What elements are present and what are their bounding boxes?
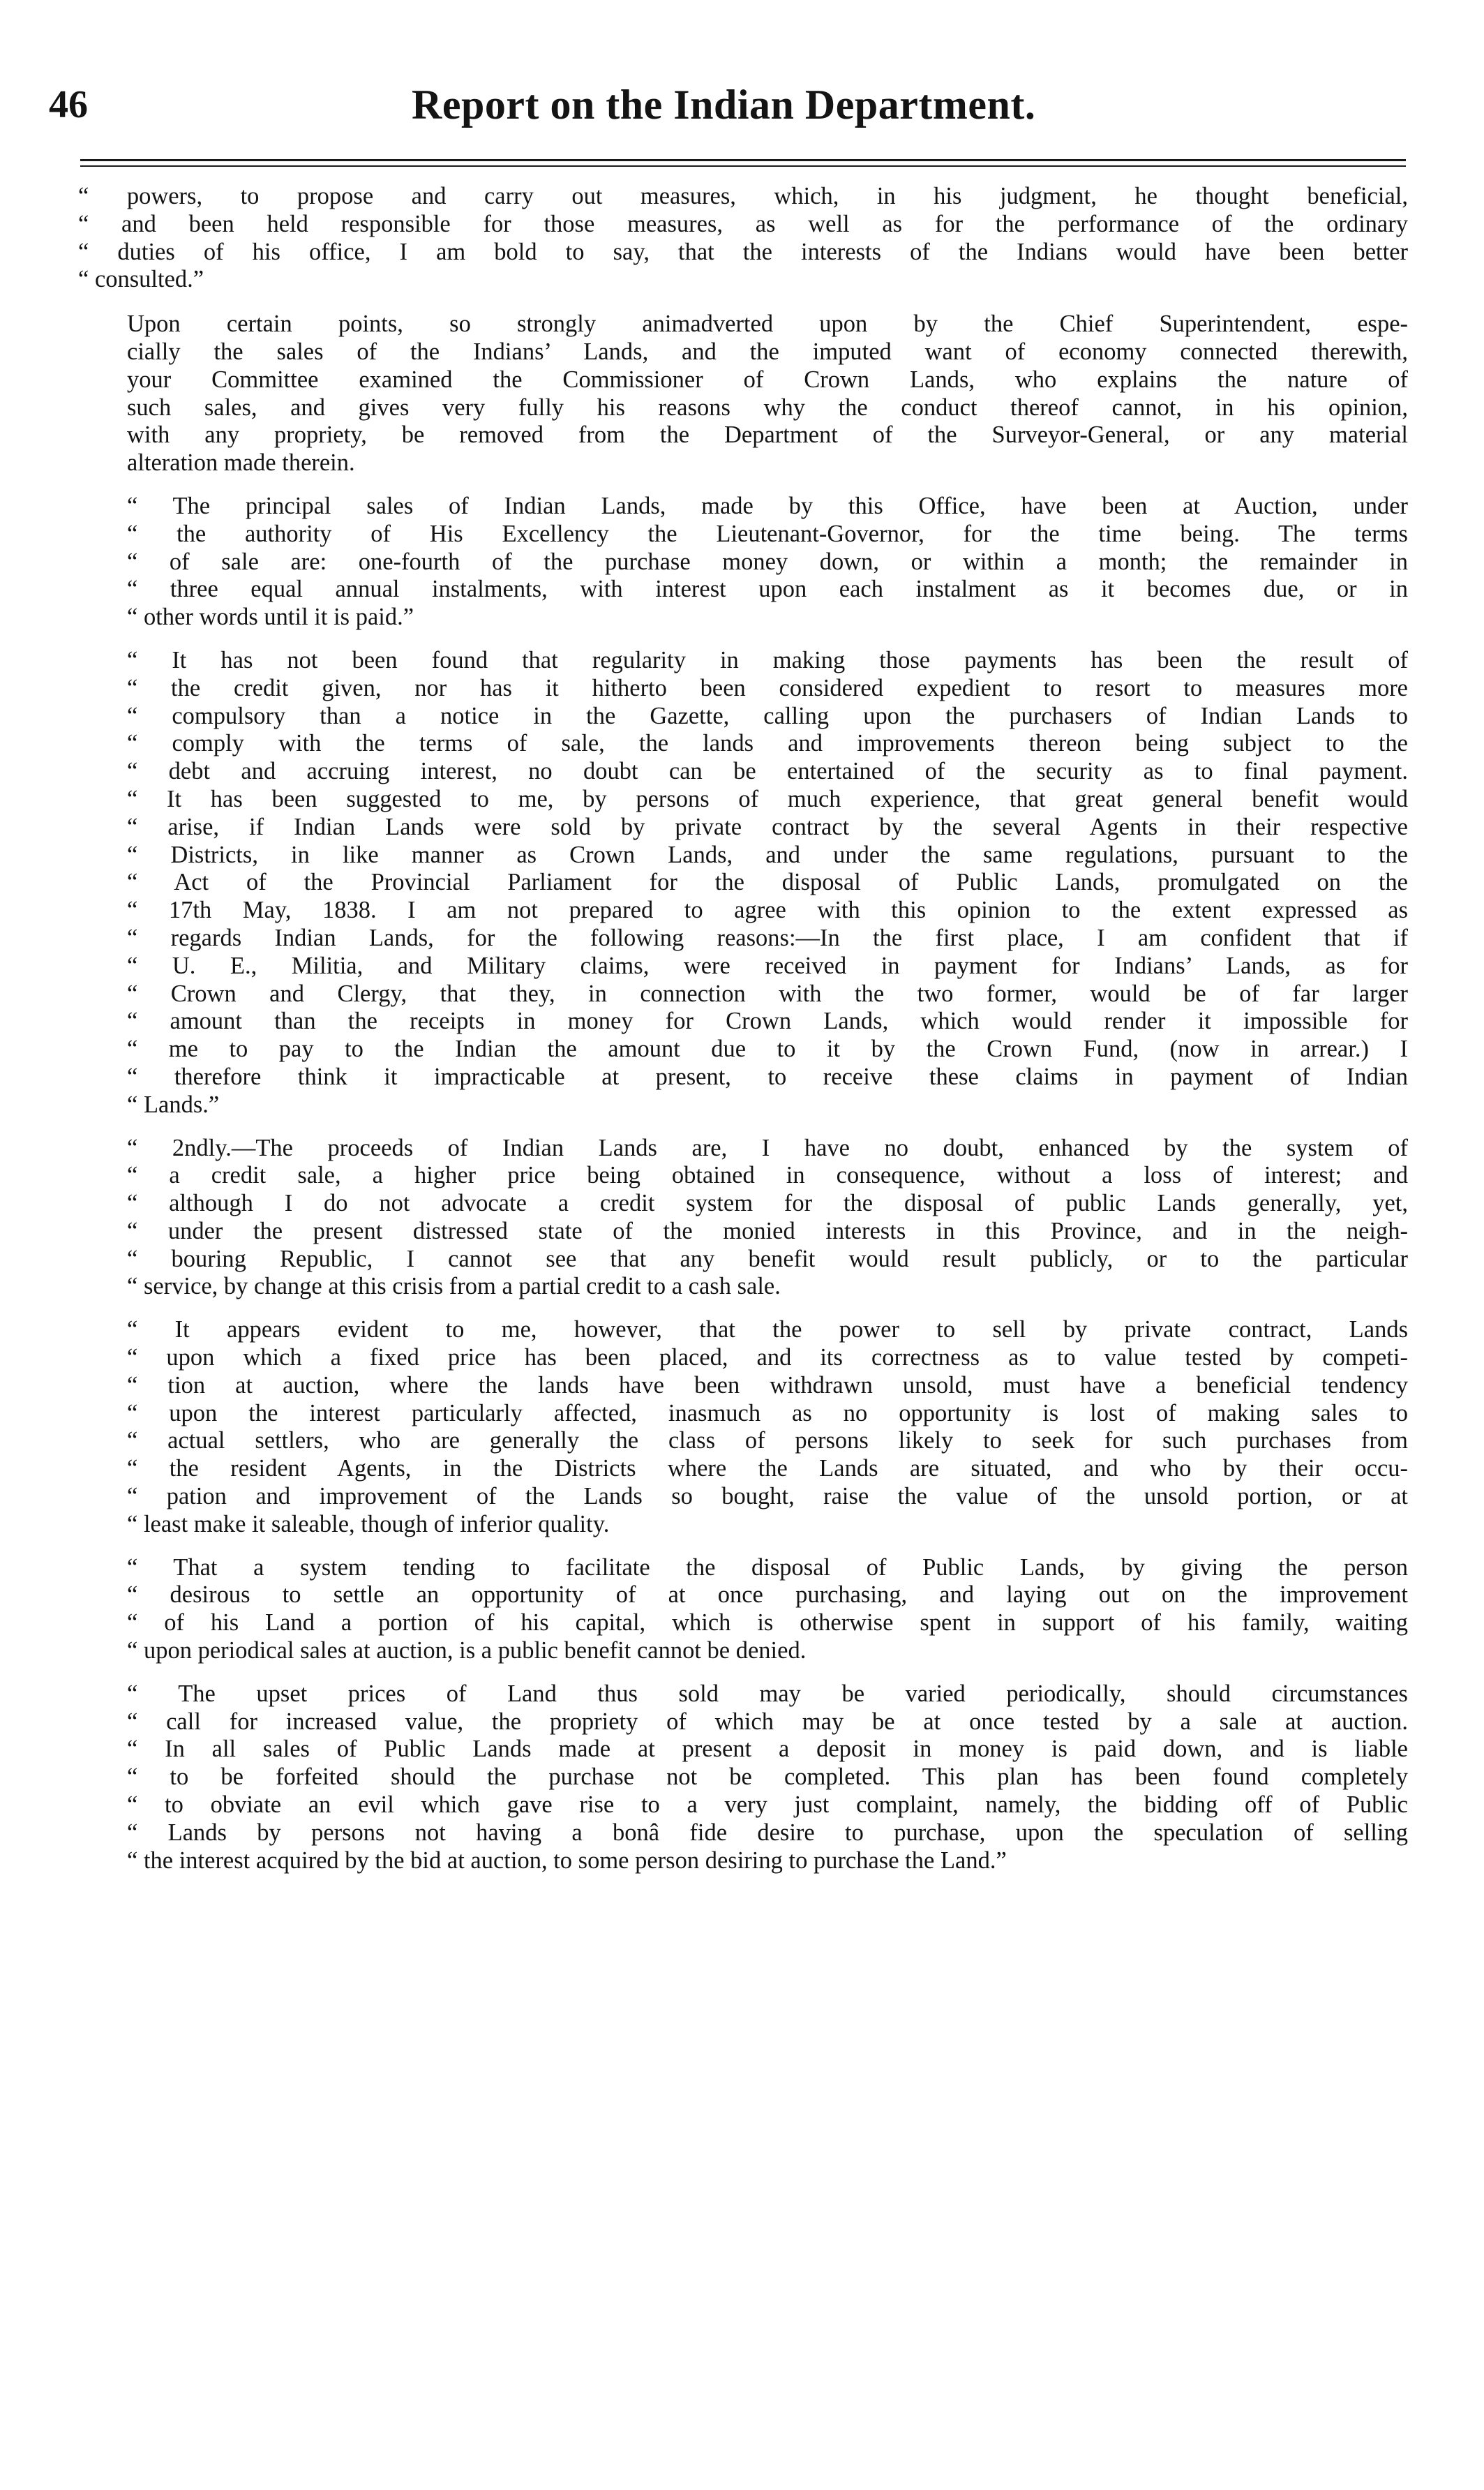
text-line: “ That a system tending to facilitate the disposal of Public Lands, by giving the person — [127, 1553, 1408, 1581]
text-line: “ debt and accruing interest, no doubt can be entertained of the security as to final payment. — [127, 758, 1408, 785]
text-line: “ pation and improvement of the Lands so bought, raise the value of the unsold portion, or at — [127, 1483, 1408, 1510]
text-line: your Committee examined the Commissioner of Crown Lands, who explains the nature of — [127, 366, 1408, 393]
text-line: alteration made therein. — [127, 449, 355, 477]
text-line: “ upon the interest particularly affected, inasmuch as no opportunity is lost of making sales to — [127, 1399, 1408, 1426]
paragraph — [78, 647, 1408, 1119]
text-line: Upon certain points, so strongly animadverted upon by the Chief Superintendent, espe- — [127, 311, 1408, 338]
text-line: “ It has not been found that regularity in making those payments has been the result of — [127, 646, 1408, 673]
text-line: “ It appears evident to me, however, that the power to sell by private contract, Lands — [127, 1316, 1408, 1343]
report-body — [78, 183, 1408, 1890]
text-line: “ the interest acquired by the bid at auction, to some person desiring to purchase the Land.” — [127, 1847, 1007, 1874]
text-line: “ and been held responsible for those measures, as well as for the performance of the ordinary — [78, 210, 1408, 237]
text-line: cially the sales of the Indians’ Lands, and the imputed want of economy connected therewith, — [127, 338, 1408, 365]
text-line: “ of sale are: one-fourth of the purchase money down, or within a month; the remainder in — [127, 548, 1408, 575]
text-line: “ compulsory than a notice in the Gazette, calling upon the purchasers of Indian Lands to — [127, 702, 1408, 729]
text-line: “ three equal annual instalments, with interest upon each instalment as it becomes due, or in — [127, 576, 1408, 603]
text-line: “ The principal sales of Indian Lands, made by this Office, have been at Auction, under — [127, 492, 1408, 519]
text-line: “ 17th May, 1838. I am not prepared to agree with this opinion to the extent expressed as — [127, 897, 1408, 924]
text-line: “ bouring Republic, I cannot see that any benefit would result publicly, or to the particular — [127, 1245, 1408, 1272]
text-line: “ me to pay to the Indian the amount due to it by the Crown Fund, (now in arrear.) I — [127, 1036, 1408, 1063]
text-line: “ least make it saleable, though of inferior quality. — [127, 1510, 610, 1537]
text-line: “ regards Indian Lands, for the following reasons:—In the first place, I am confident that if — [127, 924, 1408, 951]
text-line: “ Act of the Provincial Parliament for the disposal of Public Lands, promulgated on the — [127, 869, 1408, 896]
text-line: “ It has been suggested to me, by persons of much experience, that great general benefit would — [127, 785, 1408, 812]
text-line: such sales, and gives very fully his reasons why the conduct thereof cannot, in his opinion, — [127, 394, 1408, 421]
text-line: “ other words until it is paid.” — [127, 604, 414, 631]
paragraph — [78, 183, 1408, 294]
text-line: “ amount than the receipts in money for Crown Lands, which would render it impossible for — [127, 1008, 1408, 1035]
text-line: “ call for increased value, the propriety of which may be at once tested by a sale at auction. — [127, 1708, 1408, 1735]
page-number: 46 — [49, 83, 88, 126]
text-line: “ Districts, in like manner as Crown Lands, and under the same regulations, pursuant to the — [127, 841, 1408, 868]
text-line: “ under the present distressed state of the monied interests in this Province, and in the neigh- — [127, 1217, 1408, 1244]
text-line: “ the resident Agents, in the Districts where the Lands are situated, and who by their occu- — [127, 1455, 1408, 1482]
text-line: “ the authority of His Excellency the Lieutenant-Governor, for the time being. The terms — [127, 520, 1408, 547]
paragraph — [78, 1135, 1408, 1302]
header-rule-bottom — [80, 165, 1406, 167]
text-line: “ duties of his office, I am bold to say, that the interests of the Indians would have been better — [78, 238, 1408, 265]
text-line: “ desirous to settle an opportunity of at once purchasing, and laying out on the improvement — [127, 1581, 1408, 1609]
page-header — [49, 77, 1416, 133]
text-line: “ In all sales of Public Lands made at present a deposit in money is paid down, and is liable — [127, 1736, 1408, 1763]
paragraph — [78, 493, 1408, 632]
text-line: “ Crown and Clergy, that they, in connection with the two former, would be of far larger — [127, 980, 1408, 1007]
text-line: “ The upset prices of Land thus sold may be varied periodically, should circumstances — [127, 1680, 1408, 1707]
text-line: “ Lands by persons not having a bonâ fide desire to purchase, upon the speculation of selling — [127, 1819, 1408, 1846]
text-line: “ actual settlers, who are generally the class of persons likely to seek for such purchases from — [127, 1427, 1408, 1454]
text-line: “ tion at auction, where the lands have been withdrawn unsold, must have a beneficial tendency — [127, 1371, 1408, 1399]
text-line: “ arise, if Indian Lands were sold by private contract by the several Agents in their respective — [127, 813, 1408, 840]
text-line: “ U. E., Militia, and Military claims, were received in payment for Indians’ Lands, as for — [127, 952, 1408, 979]
text-line: “ therefore think it impracticable at present, to receive these claims in payment of Indian — [127, 1063, 1408, 1090]
running-title: Report on the Indian Department. — [412, 82, 1036, 128]
text-line: with any propriety, be removed from the Department of the Surveyor-General, or any material — [127, 422, 1408, 449]
text-line: “ powers, to propose and carry out measures, which, in his judgment, he thought beneficial, — [78, 183, 1408, 209]
paragraph — [78, 1316, 1408, 1538]
text-line: “ consulted.” — [78, 266, 204, 293]
paragraph — [78, 1554, 1408, 1665]
text-line: “ of his Land a portion of his capital, which is otherwise spent in support of his family, waiting — [127, 1609, 1408, 1637]
text-line: “ 2ndly.—The proceeds of Indian Lands are, I have no doubt, enhanced by the system of — [127, 1134, 1408, 1161]
text-line: “ although I do not advocate a credit system for the disposal of public Lands generally, yet, — [127, 1190, 1408, 1217]
header-rule-top — [80, 159, 1406, 161]
text-line: “ Lands.” — [127, 1091, 220, 1118]
paragraph — [78, 1680, 1408, 1875]
text-line: “ the credit given, nor has it hitherto been considered expedient to resort to measures more — [127, 674, 1408, 701]
text-line: “ a credit sale, a higher price being obtained in consequence, without a loss of interest; and — [127, 1162, 1408, 1189]
text-line: “ to be forfeited should the purchase not be completed. This plan has been found completely — [127, 1764, 1408, 1791]
text-line: “ upon periodical sales at auction, is a public benefit cannot be denied. — [127, 1637, 807, 1664]
paragraph — [78, 311, 1408, 477]
text-line: “ service, by change at this crisis from a partial credit to a cash sale. — [127, 1273, 781, 1300]
text-line: “ comply with the terms of sale, the lands and improvements thereon being subject to the — [127, 730, 1408, 757]
text-line: “ to obviate an evil which gave rise to a very just complaint, namely, the bidding off of Public — [127, 1791, 1408, 1819]
text-line: “ upon which a fixed price has been placed, and its correctness as to value tested by competi- — [127, 1344, 1408, 1371]
